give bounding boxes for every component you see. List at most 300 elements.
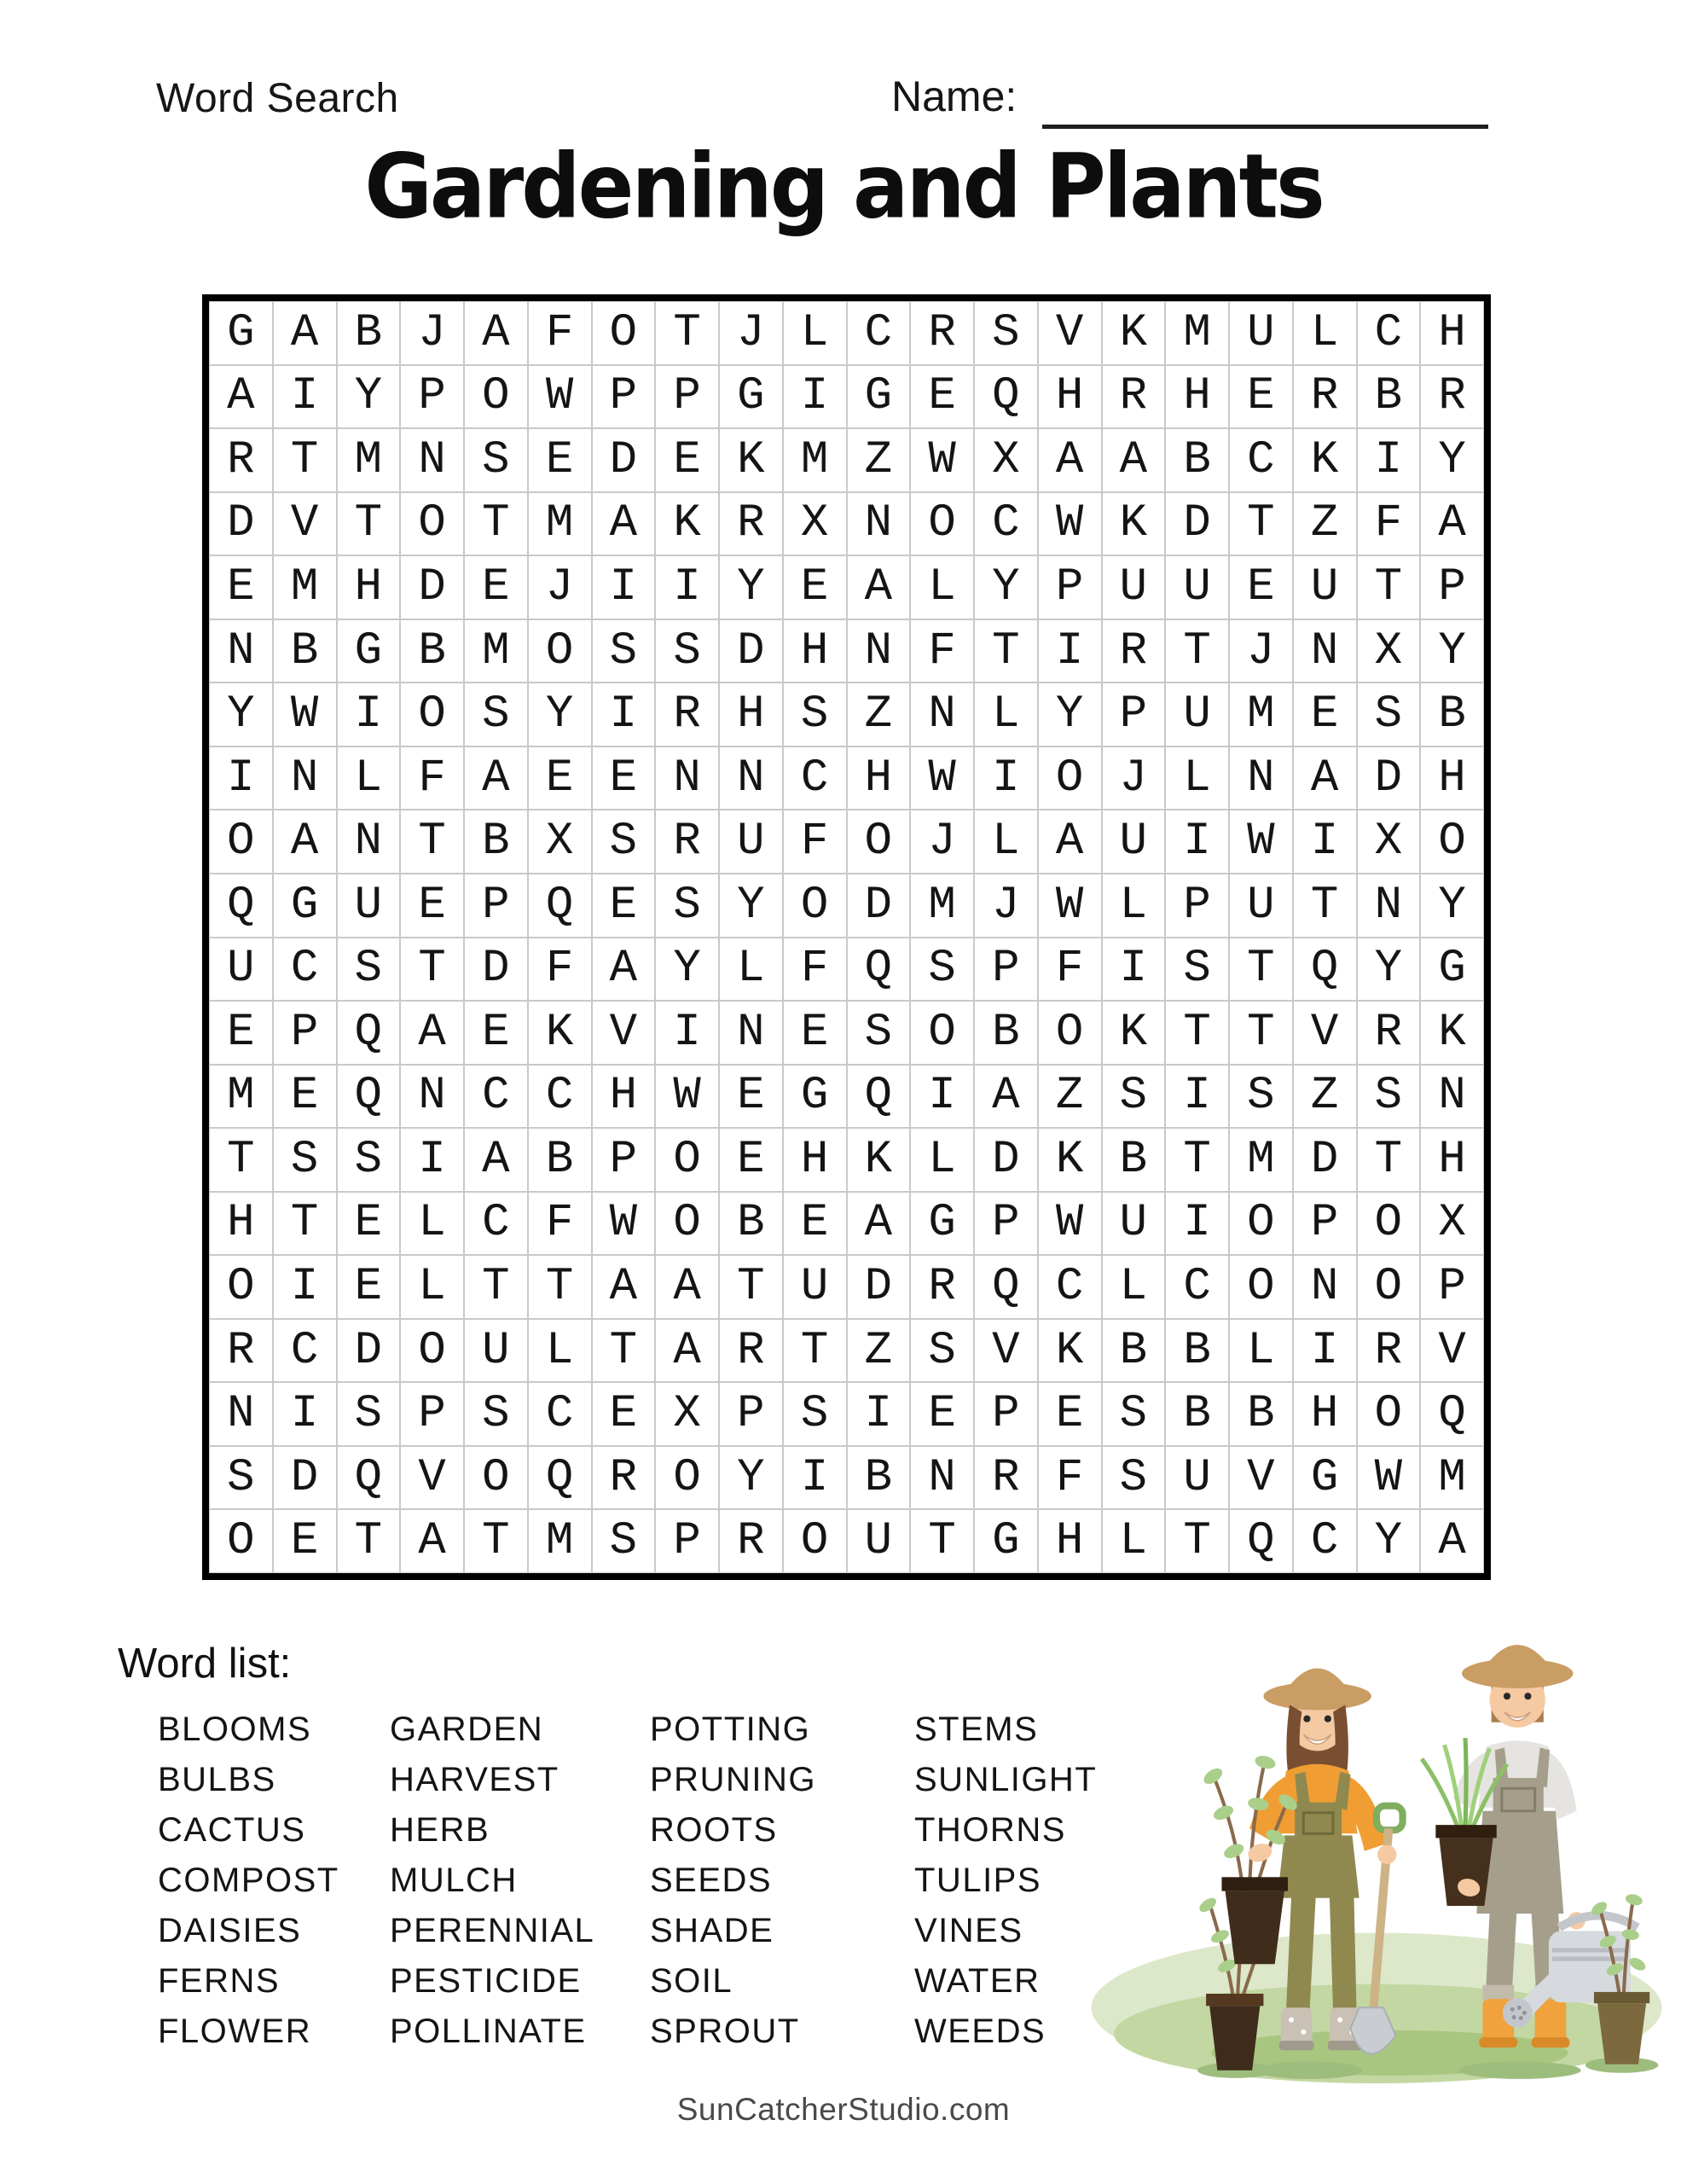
grid-cell: D [974, 1128, 1038, 1192]
grid-cell: I [1357, 428, 1421, 492]
grid-cell: K [719, 428, 783, 492]
grid-cell: R [910, 1255, 974, 1319]
grid-cell: R [719, 1509, 783, 1573]
grid-cell: N [400, 1065, 464, 1129]
grid-cell: N [910, 682, 974, 746]
grid-cell: A [1293, 746, 1357, 810]
grid-cell: V [1293, 1001, 1357, 1065]
grid-cell: E [719, 1065, 783, 1129]
grid-cell: W [1229, 810, 1293, 874]
grid-cell: E [1038, 1382, 1102, 1446]
grid-cell: J [400, 301, 464, 365]
grid-cell: E [400, 874, 464, 938]
grid-cell: G [974, 1509, 1038, 1573]
grid-cell: T [910, 1509, 974, 1573]
grid-cell: O [400, 682, 464, 746]
grid-cell: Y [337, 365, 401, 429]
grid-cell: S [1165, 938, 1229, 1002]
grid-cell: N [1293, 1255, 1357, 1319]
grid-cell: J [719, 301, 783, 365]
grid-cell: U [209, 938, 273, 1002]
grid-cell: M [464, 619, 528, 683]
grid-cell: R [1357, 1319, 1421, 1383]
grid-cell: F [400, 746, 464, 810]
grid-cell: Q [337, 1001, 401, 1065]
grid-cell: S [464, 682, 528, 746]
grid-cell: Y [655, 938, 719, 1002]
word-list-item: HARVEST [390, 1761, 559, 1798]
grid-cell: H [592, 1065, 656, 1129]
word-list-item: BLOOMS [158, 1711, 312, 1748]
grid-cell: W [910, 428, 974, 492]
grid-cell: P [974, 1192, 1038, 1256]
grid-cell: O [209, 810, 273, 874]
grid-cell: N [337, 810, 401, 874]
grid-cell: T [337, 492, 401, 556]
grid-cell: D [847, 1255, 911, 1319]
grid-cell: O [1357, 1192, 1421, 1256]
grid-cell: F [528, 1192, 592, 1256]
grid-cell: L [974, 810, 1038, 874]
grid-cell: Q [528, 1446, 592, 1510]
grid-cell: S [592, 1509, 656, 1573]
grid-cell: T [400, 938, 464, 1002]
grid-cell: W [1357, 1446, 1421, 1510]
word-column [158, 1705, 339, 2057]
grid-cell: P [655, 365, 719, 429]
word-list-item: GARDEN [390, 1711, 544, 1748]
grid-cell: U [847, 1509, 911, 1573]
grid-cell: I [273, 365, 337, 429]
grid-cell: I [910, 1065, 974, 1129]
grid-cell: E [1229, 365, 1293, 429]
grid-cell: H [1038, 1509, 1102, 1573]
grid-cell: P [974, 938, 1038, 1002]
grid-cell: B [1165, 428, 1229, 492]
grid-cell: G [273, 874, 337, 938]
grid-cell: M [1420, 1446, 1484, 1510]
grid-cell: U [337, 874, 401, 938]
grid-cell: O [1357, 1255, 1421, 1319]
grid-cell: D [209, 492, 273, 556]
grid-cell: I [400, 1128, 464, 1192]
grid-cell: Q [337, 1446, 401, 1510]
word-list-item: PESTICIDE [390, 1962, 582, 2000]
grid-cell: W [1038, 874, 1102, 938]
grid-cell: Y [719, 555, 783, 619]
word-list-item: SPROUT [650, 2013, 800, 2050]
grid-cell: N [273, 746, 337, 810]
grid-cell: Q [209, 874, 273, 938]
grid-cell: U [1165, 555, 1229, 619]
grid-cell: Y [719, 874, 783, 938]
grid-cell: I [1165, 1192, 1229, 1256]
grid-cell: O [847, 810, 911, 874]
grid-cell: I [1102, 938, 1166, 1002]
grid-cell: L [1102, 874, 1166, 938]
word-list-item: SOIL [650, 1962, 733, 2000]
grid-cell: I [974, 746, 1038, 810]
grid-cell: G [783, 1065, 847, 1129]
grid-cell: O [1229, 1192, 1293, 1256]
grid-cell: S [783, 682, 847, 746]
grid-cell: S [974, 301, 1038, 365]
word-list-item: POLLINATE [390, 2013, 587, 2050]
grid-cell: M [209, 1065, 273, 1129]
grid-cell: F [528, 938, 592, 1002]
word-list-item: BULBS [158, 1761, 276, 1798]
grid-cell: A [592, 1255, 656, 1319]
grid-cell: V [592, 1001, 656, 1065]
word-list-item: CACTUS [158, 1811, 306, 1849]
grid-cell: E [655, 428, 719, 492]
grid-cell: A [1038, 428, 1102, 492]
grid-cell: R [719, 492, 783, 556]
grid-cell: H [1038, 365, 1102, 429]
grid-cell: E [1293, 682, 1357, 746]
grid-cell: K [1038, 1319, 1102, 1383]
grid-cell: Q [1229, 1509, 1293, 1573]
grid-cell: B [1357, 365, 1421, 429]
grid-cell: E [1229, 555, 1293, 619]
grid-cell: C [1357, 301, 1421, 365]
grid-cell: I [847, 1382, 911, 1446]
grid-cell: L [1102, 1509, 1166, 1573]
grid-cell: J [1102, 746, 1166, 810]
gardeners-illustration [1088, 1600, 1665, 2083]
grid-cell: D [1357, 746, 1421, 810]
grid-cell: D [337, 1319, 401, 1383]
grid-cell: I [273, 1382, 337, 1446]
grid-cell: Y [528, 682, 592, 746]
grid-cell: M [273, 555, 337, 619]
grid-cell: X [974, 428, 1038, 492]
grid-cell: F [1038, 938, 1102, 1002]
word-list-item: WEEDS [914, 2013, 1046, 2050]
grid-cell: S [592, 619, 656, 683]
grid-cell: G [209, 301, 273, 365]
grid-cell: H [719, 682, 783, 746]
grid-cell: B [1229, 1382, 1293, 1446]
grid-cell: A [400, 1001, 464, 1065]
grid-cell: O [1357, 1382, 1421, 1446]
grid-cell: I [655, 555, 719, 619]
grid-cell: T [273, 428, 337, 492]
grid-cell: G [847, 365, 911, 429]
grid-cell: J [1229, 619, 1293, 683]
word-column [390, 1705, 594, 2057]
grid-cell: E [719, 1128, 783, 1192]
grid-cell: B [528, 1128, 592, 1192]
grid-cell: N [209, 1382, 273, 1446]
grid-cell: P [592, 1128, 656, 1192]
grid-cell: L [400, 1192, 464, 1256]
grid-cell: N [719, 1001, 783, 1065]
grid-cell: C [1038, 1255, 1102, 1319]
grid-cell: V [400, 1446, 464, 1510]
grid-cell: R [655, 810, 719, 874]
grid-cell: S [1102, 1382, 1166, 1446]
grid-cell: A [1038, 810, 1102, 874]
grid-cell: N [910, 1446, 974, 1510]
grid-cell: K [1102, 1001, 1166, 1065]
footer-site-credit: SunCatcherStudio.com [676, 2092, 1011, 2127]
word-list-item: PRUNING [650, 1761, 816, 1798]
grid-cell: O [910, 492, 974, 556]
grid-cell: I [1293, 1319, 1357, 1383]
grid-cell: I [1038, 619, 1102, 683]
grid-cell: U [1229, 301, 1293, 365]
grid-cell: A [592, 938, 656, 1002]
puzzle-grid[interactable] [202, 294, 1491, 1580]
grid-cell: X [1357, 619, 1421, 683]
grid-cell: S [337, 938, 401, 1002]
grid-cell: H [209, 1192, 273, 1256]
grid-cell: S [337, 1382, 401, 1446]
grid-cell: N [1420, 1065, 1484, 1129]
grid-cell: O [1229, 1255, 1293, 1319]
grid-cell: O [528, 619, 592, 683]
grid-cell: N [209, 619, 273, 683]
word-list-item: COMPOST [158, 1862, 339, 1899]
grid-cell: W [592, 1192, 656, 1256]
grid-cell: K [847, 1128, 911, 1192]
name-label: Name: [891, 73, 1017, 120]
grid-cell: C [974, 492, 1038, 556]
grid-cell: D [1165, 492, 1229, 556]
grid-cell: B [273, 619, 337, 683]
grid-cell: A [464, 1128, 528, 1192]
grid-cell: N [1357, 874, 1421, 938]
word-list-item: DAISIES [158, 1912, 302, 1949]
grid-cell: I [337, 682, 401, 746]
grid-cell: D [847, 874, 911, 938]
worksheet-type-label: Word Search [156, 76, 399, 121]
grid-cell: C [783, 746, 847, 810]
grid-cell: N [847, 619, 911, 683]
grid-cell: U [464, 1319, 528, 1383]
grid-cell: F [783, 938, 847, 1002]
grid-cell: L [1229, 1319, 1293, 1383]
grid-cell: I [783, 365, 847, 429]
grid-cell: Y [1420, 874, 1484, 938]
grid-cell: V [1420, 1319, 1484, 1383]
grid-cell: R [592, 1446, 656, 1510]
grid-cell: O [910, 1001, 974, 1065]
grid-cell: S [1357, 1065, 1421, 1129]
grid-cell: P [400, 1382, 464, 1446]
grid-cell: O [464, 1446, 528, 1510]
grid-cell: I [783, 1446, 847, 1510]
grid-cell: E [783, 1001, 847, 1065]
grid-cell: H [337, 555, 401, 619]
grid-cell: P [974, 1382, 1038, 1446]
grid-cell: Z [1038, 1065, 1102, 1129]
grid-cell: S [592, 810, 656, 874]
grid-cell: Z [1293, 492, 1357, 556]
grid-cell: X [1420, 1192, 1484, 1256]
grid-cell: R [1420, 365, 1484, 429]
grid-cell: A [847, 555, 911, 619]
grid-cell: D [719, 619, 783, 683]
grid-cell: B [1102, 1128, 1166, 1192]
grid-cell: A [400, 1509, 464, 1573]
grid-cell: N [1229, 746, 1293, 810]
grid-cell: W [910, 746, 974, 810]
grid-cell: E [910, 1382, 974, 1446]
grid-cell: C [1293, 1509, 1357, 1573]
grid-cell: J [528, 555, 592, 619]
grid-cell: R [209, 1319, 273, 1383]
grid-cell: U [783, 1255, 847, 1319]
grid-cell: K [1293, 428, 1357, 492]
word-list-item: FLOWER [158, 2013, 312, 2050]
grid-cell: O [400, 492, 464, 556]
grid-cell: M [528, 1509, 592, 1573]
grid-cell: D [273, 1446, 337, 1510]
grid-cell: E [464, 555, 528, 619]
grid-cell: K [655, 492, 719, 556]
grid-cell: O [783, 1509, 847, 1573]
grid-cell: F [783, 810, 847, 874]
grid-cell: H [783, 1128, 847, 1192]
grid-cell: B [464, 810, 528, 874]
grid-cell: L [910, 555, 974, 619]
grid-cell: T [1357, 555, 1421, 619]
grid-cell: N [655, 746, 719, 810]
grid-cell: S [1229, 1065, 1293, 1129]
grid-cell: Q [1420, 1382, 1484, 1446]
grid-cell: I [1165, 1065, 1229, 1129]
grid-cell: C [464, 1065, 528, 1129]
grid-cell: P [655, 1509, 719, 1573]
grid-cell: E [337, 1192, 401, 1256]
grid-cell: H [1420, 746, 1484, 810]
grid-cell: S [910, 1319, 974, 1383]
grid-cell: Q [974, 1255, 1038, 1319]
grid-cell: T [1165, 1128, 1229, 1192]
grid-cell: T [655, 301, 719, 365]
grid-cell: R [655, 682, 719, 746]
grid-cell: Y [1038, 682, 1102, 746]
grid-cell: I [592, 682, 656, 746]
grid-cell: P [719, 1382, 783, 1446]
page-title: Gardening and Plants [364, 134, 1323, 239]
grid-cell: E [592, 1382, 656, 1446]
grid-cell: C [1165, 1255, 1229, 1319]
grid-cell: T [719, 1255, 783, 1319]
grid-cell: K [1038, 1128, 1102, 1192]
grid-cell: Y [1420, 619, 1484, 683]
grid-cell: C [528, 1065, 592, 1129]
grid-cell: V [1038, 301, 1102, 365]
grid-cell: R [1357, 1001, 1421, 1065]
grid-cell: A [273, 301, 337, 365]
grid-cell: O [1420, 810, 1484, 874]
grid-cell: B [847, 1446, 911, 1510]
grid-cell: N [400, 428, 464, 492]
grid-cell: A [847, 1192, 911, 1256]
grid-cell: C [273, 1319, 337, 1383]
grid-cell: C [1229, 428, 1293, 492]
grid-cell: F [528, 301, 592, 365]
grid-cell: S [464, 1382, 528, 1446]
grid-cell: A [1420, 1509, 1484, 1573]
grid-cell: V [273, 492, 337, 556]
word-list-item: HERB [390, 1811, 490, 1849]
grid-cell: P [464, 874, 528, 938]
grid-cell: A [1102, 428, 1166, 492]
grid-cell: M [337, 428, 401, 492]
grid-cell: A [592, 492, 656, 556]
grid-cell: T [1229, 938, 1293, 1002]
grid-cell: P [273, 1001, 337, 1065]
grid-cell: P [1102, 682, 1166, 746]
grid-cell: O [1038, 1001, 1102, 1065]
grid-cell: H [783, 619, 847, 683]
grid-cell: P [1038, 555, 1102, 619]
grid-cell: O [655, 1192, 719, 1256]
grid-cell: N [1293, 619, 1357, 683]
grid-cell: C [847, 301, 911, 365]
grid-cell: S [847, 1001, 911, 1065]
name-underline[interactable] [1042, 125, 1488, 129]
grid-cell: S [1357, 682, 1421, 746]
word-list-item: STEMS [914, 1711, 1039, 1748]
grid-cell: X [1357, 810, 1421, 874]
grid-cell: W [528, 365, 592, 429]
grid-cell: Q [1293, 938, 1357, 1002]
word-list-item: VINES [914, 1912, 1023, 1949]
word-list-item: ROOTS [650, 1811, 778, 1849]
grid-cell: M [1229, 682, 1293, 746]
grid-cell: B [337, 301, 401, 365]
grid-cell: E [337, 1255, 401, 1319]
grid-cell: V [1229, 1446, 1293, 1510]
grid-cell: S [464, 428, 528, 492]
grid-cell: M [528, 492, 592, 556]
grid-cell: U [1293, 555, 1357, 619]
grid-cell: I [1165, 810, 1229, 874]
grid-cell: E [592, 746, 656, 810]
grid-cell: T [337, 1509, 401, 1573]
word-list-item: MULCH [390, 1862, 518, 1899]
grid-cell: U [1229, 874, 1293, 938]
grid-cell: A [273, 810, 337, 874]
grid-cell: L [1102, 1255, 1166, 1319]
grid-cell: F [1357, 492, 1421, 556]
grid-cell: T [974, 619, 1038, 683]
grid-cell: E [273, 1509, 337, 1573]
grid-cell: O [209, 1509, 273, 1573]
word-list-item: THORNS [914, 1811, 1066, 1849]
grid-cell: B [719, 1192, 783, 1256]
grid-cell: T [528, 1255, 592, 1319]
grid-cell: P [400, 365, 464, 429]
grid-cell: B [1165, 1382, 1229, 1446]
grid-cell: U [1102, 1192, 1166, 1256]
grid-cell: U [1165, 1446, 1229, 1510]
grid-cell: L [528, 1319, 592, 1383]
grid-cell: N [847, 492, 911, 556]
grid-cell: Q [974, 365, 1038, 429]
grid-cell: W [1038, 1192, 1102, 1256]
grid-cell: X [655, 1382, 719, 1446]
grid-cell: U [1102, 810, 1166, 874]
grid-cell: I [655, 1001, 719, 1065]
grid-cell: G [1293, 1446, 1357, 1510]
grid-cell: S [1102, 1446, 1166, 1510]
